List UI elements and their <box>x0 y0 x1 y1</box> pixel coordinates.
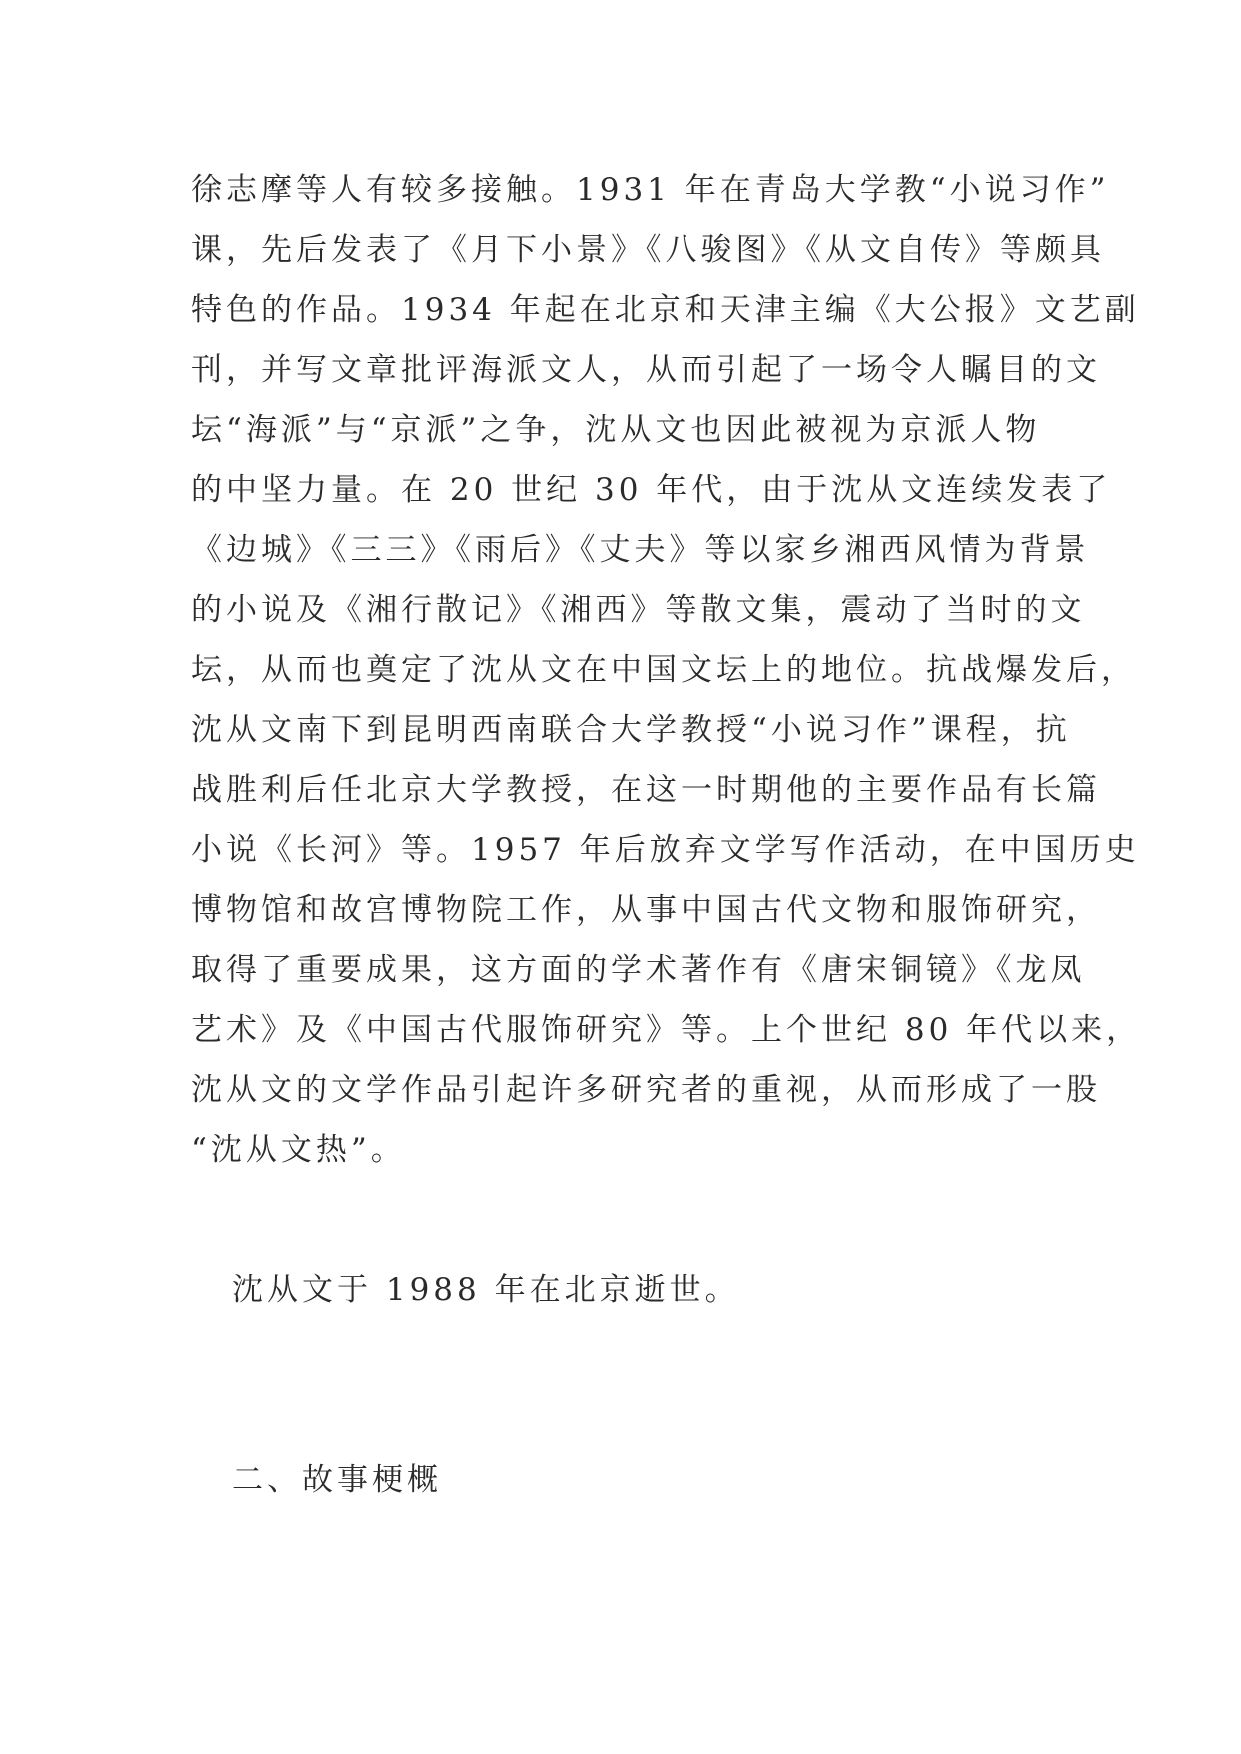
paragraph-line: 的小说及《湘行散记》《湘西》等散文集，震动了当时的文 <box>191 592 1086 628</box>
paragraph-line: 徐志摩等人有较多接触。1931 年在青岛大学教“小说习作” <box>191 172 1110 208</box>
death-paragraph: 沈从文于 1988 年在北京逝世。 <box>232 1272 740 1308</box>
paragraph-line: 博物馆和故宫博物院工作，从事中国古代文物和服饰研究， <box>191 892 1101 928</box>
paragraph-line: 《边城》《三三》《雨后》《丈夫》等以家乡湘西风情为背景 <box>191 532 1090 568</box>
paragraph-line: 的中坚力量。在 20 世纪 30 年代，由于沈从文连续发表了 <box>191 472 1112 508</box>
paragraph-line: 沈从文的文学作品引起许多研究者的重视，从而形成了一股 <box>191 1072 1101 1108</box>
paragraph-line: 小说《长河》等。1957 年后放弃文学写作活动，在中国历史 <box>191 832 1140 868</box>
paragraph-line: 坛，从而也奠定了沈从文在中国文坛上的地位。抗战爆发后， <box>191 652 1136 688</box>
paragraph-line: 课，先后发表了《月下小景》《八骏图》《从文自传》等颇具 <box>191 232 1105 268</box>
biography-paragraph <box>191 160 1142 1180</box>
section-heading: 二、故事梗概 <box>232 1462 442 1498</box>
paragraph-line: 特色的作品。1934 年起在北京和天津主编《大公报》文艺副 <box>191 292 1140 328</box>
paragraph-line: 取得了重要成果，这方面的学术著作有《唐宋铜镜》《龙凤 <box>191 952 1086 988</box>
paragraph-line: 沈从文南下到昆明西南联合大学教授“小说习作”课程，抗 <box>191 712 1071 748</box>
paragraph-line: 坛“海派”与“京派”之争，沈从文也因此被视为京派人物 <box>191 412 1041 448</box>
paragraph-line: 刊，并写文章批评海派文人，从而引起了一场令人瞩目的文 <box>191 352 1101 388</box>
paragraph-line: 战胜利后任北京大学教授，在这一时期他的主要作品有长篇 <box>191 772 1101 808</box>
paragraph-line: “沈从文热”。 <box>191 1132 406 1168</box>
paragraph-line: 艺术》及《中国古代服饰研究》等。上个世纪 80 年代以来， <box>191 1012 1142 1048</box>
